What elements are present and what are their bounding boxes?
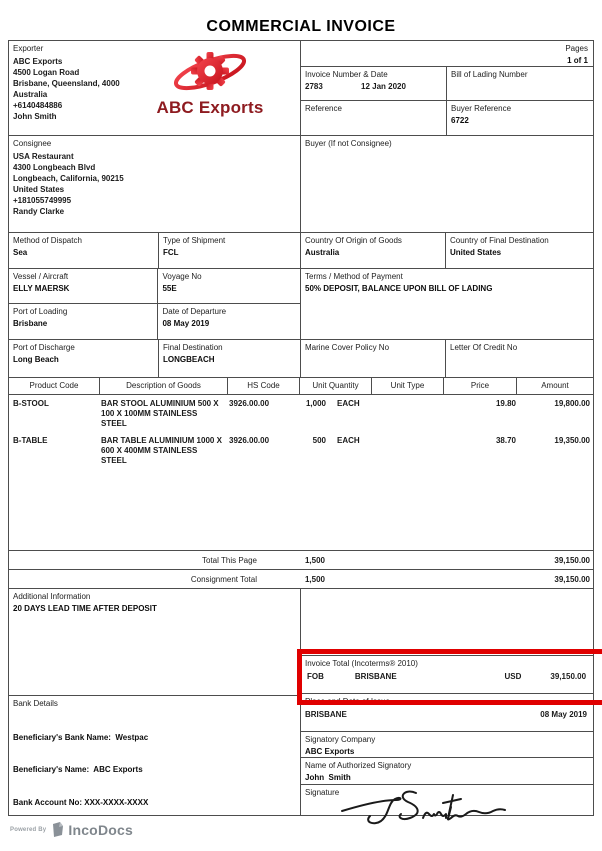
header-band [9, 41, 593, 136]
currency-value: USD [504, 671, 522, 681]
incoterm-place: BRISBANE [354, 671, 397, 681]
invoice-total-amount: 39,150.00 [550, 671, 587, 681]
consignee-section: Consignee USA Restaurant 4300 Longbeach Blvd Longbeach, California, 90215 United States +181055749995 Randy Clarke [9, 136, 301, 232]
incodocs-brand-text: IncoDocs [68, 821, 133, 838]
table-row: B-TABLE BAR TABLE ALUMINIUM 1000 X 600 X 400MM STAINLESS STEEL 3926.00.00 500 EACH 38.70 19,350.00 [13, 436, 590, 465]
type-of-shipment-cell: Type of Shipment FCL [159, 233, 301, 268]
bank-details-lines: Beneficiary's Bank Name: Westpac Beneficiary's Name: ABC Exports Bank Account No: XXX-XXXX-XXXX [13, 732, 149, 807]
footer [10, 821, 133, 838]
exporter-address: ABC Exports 4500 Logan Road Brisbane, Queensland, 4000 Australia +6140484886 John Smith [13, 57, 120, 121]
invoice-date: 12 Jan 2020 [361, 82, 406, 91]
date-of-departure-cell: Date of Departure 08 May 2019 [162, 306, 227, 328]
total-this-page-row: Total This Page 1,500 39,150.00 [9, 550, 593, 569]
logo-text: ABC Exports [156, 98, 264, 117]
pages-value: 1 of 1 [567, 56, 588, 65]
items-table-body [9, 395, 593, 550]
authorized-signatory-cell: Name of Authorized Signatory John Smith [301, 758, 593, 785]
terms-of-payment-cell: Terms / Method of Payment 50% DEPOSIT, BALANCE UPON BILL OF LADING [305, 272, 493, 293]
vessel-aircraft-cell: Vessel / Aircraft ELLY MAERSK [9, 269, 158, 303]
signatory-company-cell: Signatory Company ABC Exports [301, 732, 593, 758]
powered-by-label: Powered By [10, 826, 47, 833]
buyer-section: Buyer (If not Consignee) [305, 139, 392, 148]
place-and-date-of-issue-cell: Place and Date of Issue BRISBANE 08 May 2019 [301, 694, 593, 732]
country-of-origin-cell: Country Of Origin of Goods Australia [301, 233, 446, 268]
consignment-total-row: Consignment Total 1,500 39,150.00 [9, 569, 593, 588]
port-of-loading-cell: Port of Loading Brisbane [9, 304, 158, 339]
letter-of-credit-cell: Letter Of Credit No [450, 343, 518, 352]
pages-label: Pages [565, 44, 588, 53]
gear-icon [167, 49, 253, 95]
issue-place: BRISBANE [305, 710, 347, 720]
items-table-header: Product Code Description of Goods HS Code Unit Quantity Unit Type Price Amount [9, 378, 593, 395]
method-of-dispatch-cell: Method of Dispatch Sea [9, 233, 159, 268]
incoterm-value: FOB [307, 671, 324, 681]
voyage-no-cell: Voyage No 55E [162, 272, 202, 293]
signature-image [339, 783, 524, 825]
signature-cell: Signature [301, 785, 593, 815]
invoice-number: 2783 [305, 82, 323, 91]
company-logo [130, 49, 290, 118]
exporter-section [9, 41, 301, 135]
exporter-label: Exporter [13, 44, 44, 53]
incodocs-logo-icon [50, 821, 64, 838]
buyer-reference-cell: Buyer Reference 6722 [451, 103, 512, 125]
table-row: B-STOOL BAR STOOL ALUMINIUM 500 X 100 X 100MM STAINLESS STEEL 3926.00.00 1,000 EACH 19.80 19,800.00 [13, 399, 590, 428]
invoice-number-date-cell: Invoice Number & Date 2783 12 Jan 2020 [301, 67, 447, 100]
additional-information-cell: Additional Information 20 DAYS LEAD TIME AFTER DEPOSIT [9, 589, 300, 696]
consignee-address: USA Restaurant 4300 Longbeach Blvd Longbeach, California, 90215 United States +181055749995 Randy Clarke [13, 152, 124, 216]
final-destination-cell: Final Destination LONGBEACH [159, 340, 301, 377]
invoice-document [8, 40, 594, 816]
port-of-discharge-cell: Port of Discharge Long Beach [9, 340, 159, 377]
bill-of-lading-cell: Bill of Lading Number [451, 70, 528, 79]
pages-cell [301, 41, 593, 67]
header-right-column [301, 41, 593, 135]
marine-cover-policy-cell: Marine Cover Policy No [301, 340, 446, 377]
reference-cell: Reference [301, 101, 447, 135]
country-of-final-destination-cell: Country of Final Destination United States [450, 236, 549, 257]
page-title: COMMERCIAL INVOICE [206, 18, 396, 35]
issue-date: 08 May 2019 [540, 710, 587, 720]
bank-details-cell: Bank Details Beneficiary's Bank Name: Westpac Beneficiary's Name: ABC Exports Bank Account No: XXX-XXXX-XXXX [9, 696, 300, 815]
invoice-total-cell: Invoice Total (Incoterms® 2010) FOB BRISBANE USD 39,150.00 [301, 655, 593, 695]
